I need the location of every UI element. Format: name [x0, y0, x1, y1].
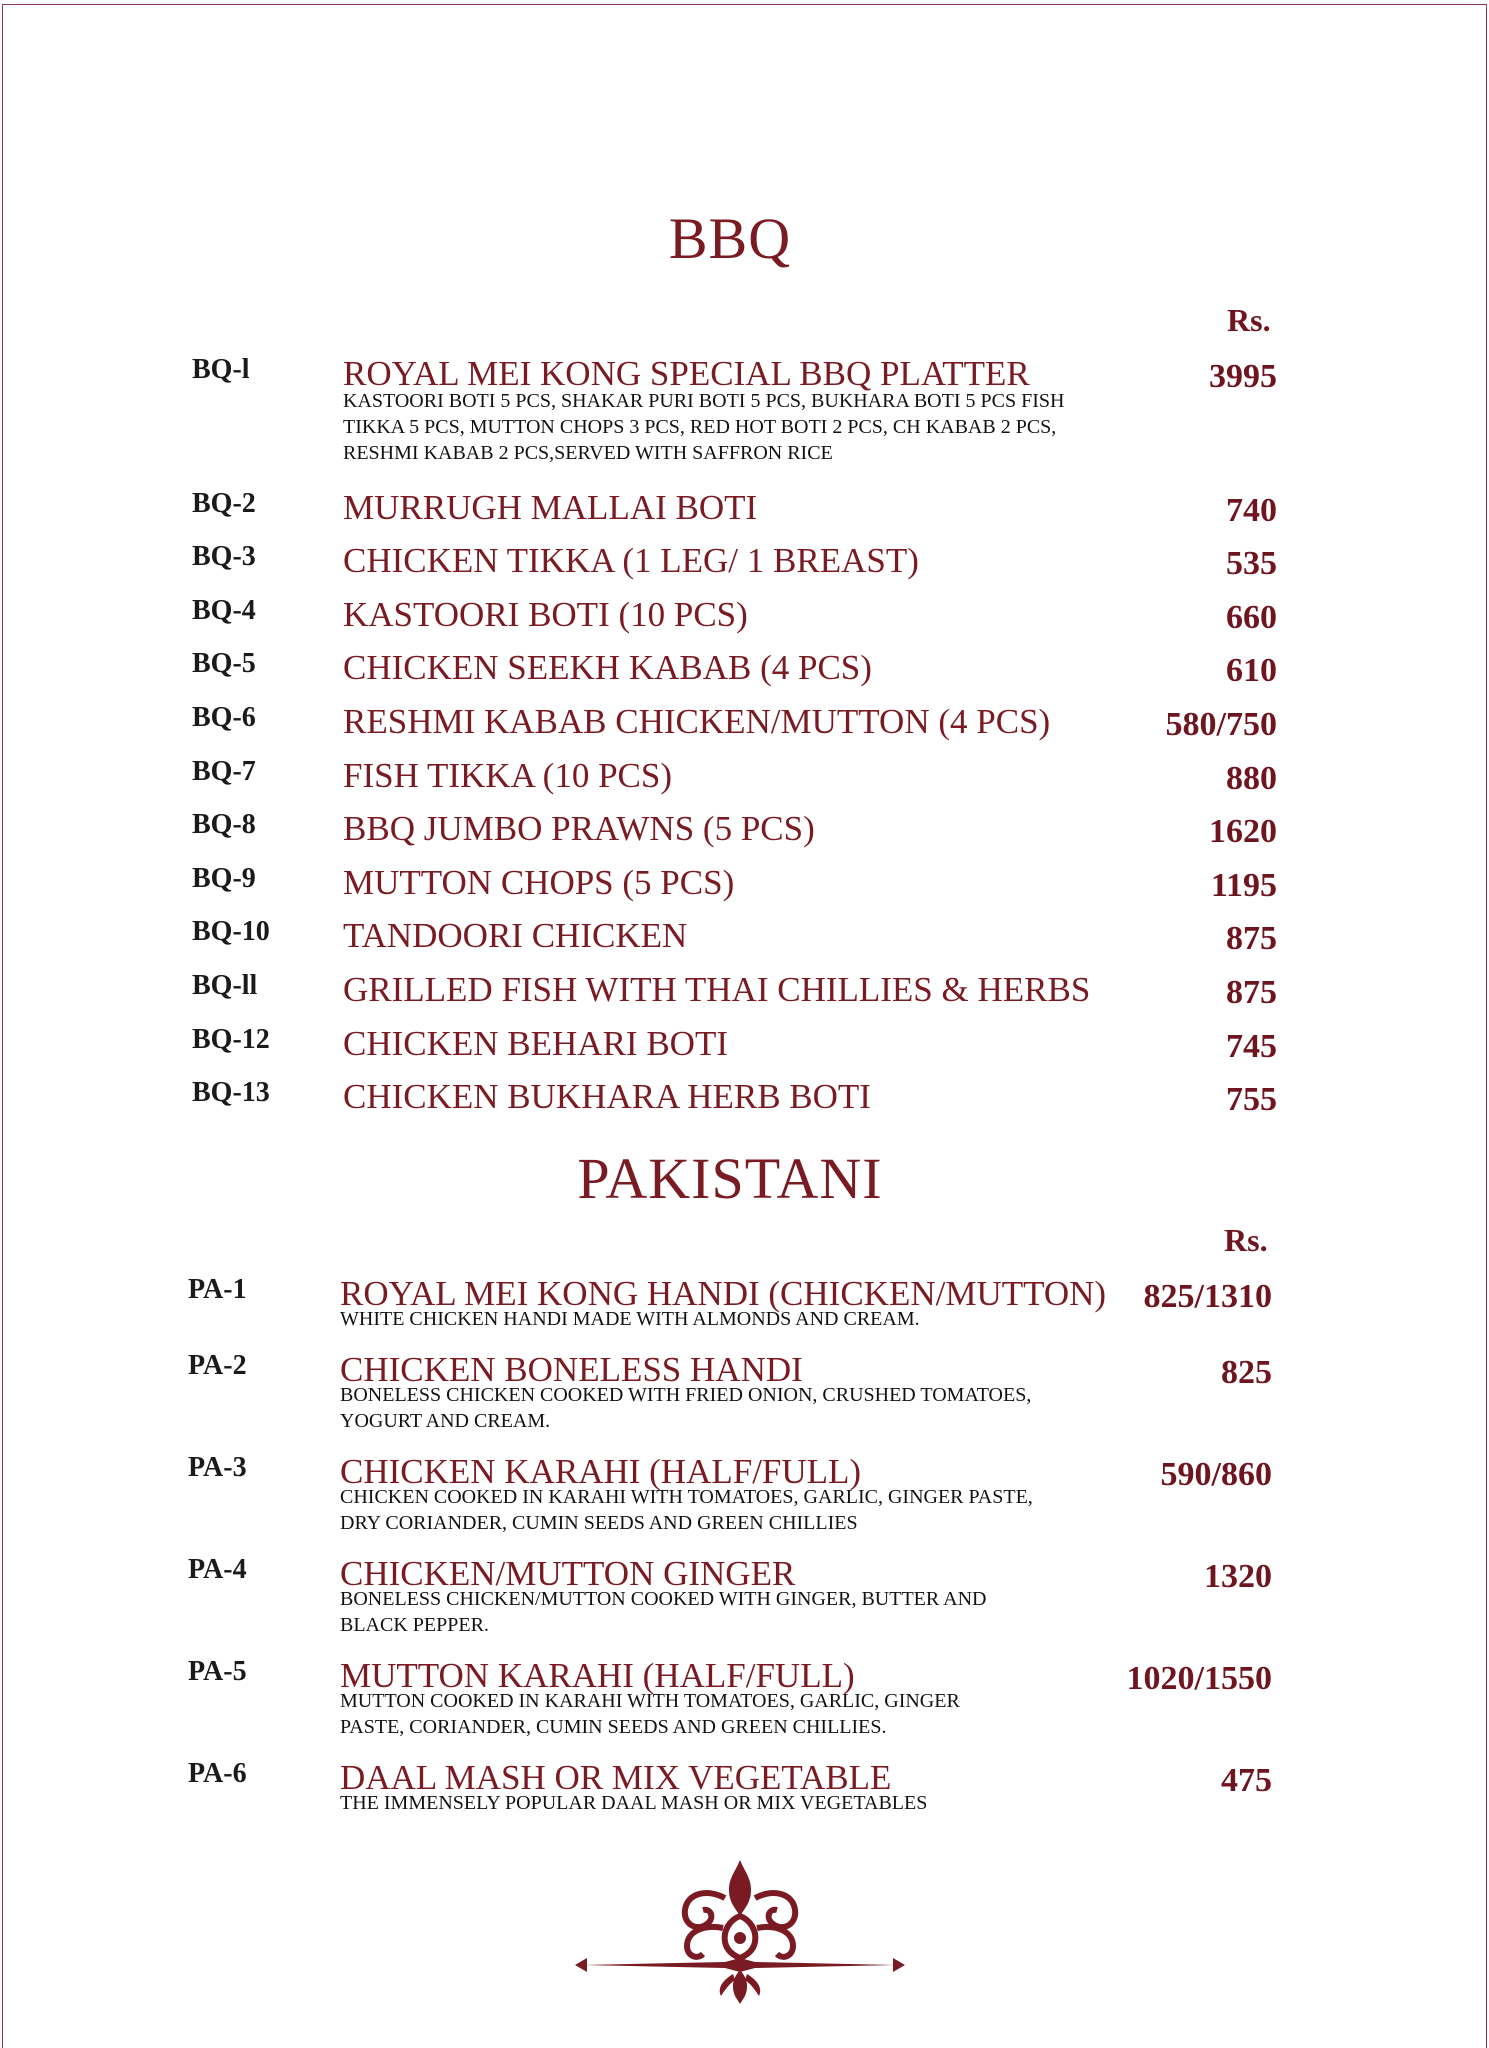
item-price: 590/860	[1160, 1456, 1272, 1493]
item-name: CHICKEN BEHARI BOTI	[343, 1023, 728, 1063]
item-description-line: RESHMI KABAB 2 PCS,SERVED WITH SAFFRON RICE	[343, 442, 833, 464]
item-description-line: TIKKA 5 PCS, MUTTON CHOPS 3 PCS, RED HOT BOTI 2 PCS, CH KABAB 2 PCS,	[343, 416, 1057, 438]
item-code: PA-4	[188, 1554, 247, 1585]
item-code: BQ-l	[192, 354, 250, 385]
item-price: 475	[1221, 1762, 1272, 1799]
item-code: BQ-12	[192, 1023, 270, 1055]
item-code: BQ-4	[192, 594, 256, 626]
item-name: BBQ JUMBO PRAWNS (5 PCS)	[343, 809, 815, 849]
item-code: BQ-5	[192, 648, 256, 680]
floral-flourish-icon	[575, 1858, 905, 2008]
item-description-line: BONELESS CHICKEN/MUTTON COOKED WITH GINGER, BUTTER AND	[340, 1588, 987, 1610]
item-name: TANDOORI CHICKEN	[343, 916, 688, 956]
item-code: BQ-2	[192, 487, 256, 519]
item-price: 755	[1226, 1081, 1277, 1119]
item-code: BQ-ll	[192, 970, 258, 1001]
item-price: 740	[1226, 491, 1277, 529]
item-description-line: PASTE, CORIANDER, CUMIN SEEDS AND GREEN CHILLIES.	[340, 1716, 887, 1738]
item-code: PA-6	[188, 1758, 247, 1789]
item-code: BQ-9	[192, 862, 256, 894]
item-code: PA-2	[188, 1350, 247, 1381]
item-name: CHICKEN KARAHI (HALF/FULL)	[340, 1452, 862, 1491]
item-name: MURRUGH MALLAI BOTI	[343, 487, 758, 527]
item-price: 1195	[1210, 866, 1277, 904]
item-description-line: WHITE CHICKEN HANDI MADE WITH ALMONDS AND CREAM.	[340, 1308, 920, 1330]
item-name: RESHMI KABAB CHICKEN/MUTTON (4 PCS)	[343, 702, 1051, 741]
item-price: 610	[1226, 652, 1277, 690]
item-price: 1320	[1204, 1558, 1272, 1595]
item-description-line: YOGURT AND CREAM.	[340, 1410, 551, 1432]
currency-label-pakistani: Rs.	[1224, 1222, 1268, 1258]
item-code: BQ-13	[192, 1077, 270, 1109]
section-title-bbq: BBQ	[668, 206, 792, 271]
item-code: BQ-3	[192, 541, 256, 573]
section-title-pakistani: PAKISTANI	[577, 1146, 883, 1211]
item-price: 1620	[1209, 813, 1277, 851]
item-price: 745	[1226, 1027, 1277, 1065]
item-code: PA-3	[188, 1452, 247, 1483]
item-price: 660	[1226, 598, 1277, 636]
item-price: 3995	[1209, 358, 1277, 395]
item-description-line: DRY CORIANDER, CUMIN SEEDS AND GREEN CHILLIES	[340, 1512, 858, 1534]
item-price: 880	[1226, 759, 1277, 797]
item-code: PA-5	[188, 1656, 247, 1687]
item-price: 825	[1221, 1354, 1272, 1391]
item-price: 580/750	[1165, 706, 1277, 743]
item-description-line: CHICKEN COOKED IN KARAHI WITH TOMATOES, GARLIC, GINGER PASTE,	[340, 1486, 1033, 1508]
item-name: FISH TIKKA (10 PCS)	[343, 755, 672, 795]
item-price: 1020/1550	[1126, 1660, 1272, 1697]
item-description-line: MUTTON COOKED IN KARAHI WITH TOMATOES, GARLIC, GINGER	[340, 1690, 960, 1712]
item-code: PA-1	[188, 1274, 247, 1305]
item-name: DAAL MASH OR MIX VEGETABLE	[340, 1758, 892, 1797]
item-name: KASTOORI BOTI (10 PCS)	[343, 594, 748, 634]
item-name: ROYAL MEI KONG SPECIAL BBQ PLATTER	[343, 354, 1030, 393]
item-name: GRILLED FISH WITH THAI CHILLIES & HERBS	[343, 970, 1091, 1009]
item-description-line: BLACK PEPPER.	[340, 1614, 489, 1636]
item-name: ROYAL MEI KONG HANDI (CHICKEN/MUTTON)	[340, 1274, 1107, 1313]
item-name: CHICKEN TIKKA (1 LEG/ 1 BREAST)	[343, 541, 919, 581]
item-name: CHICKEN BONELESS HANDI	[340, 1350, 803, 1389]
item-description-line: KASTOORI BOTI 5 PCS, SHAKAR PURI BOTI 5 PCS, BUKHARA BOTI 5 PCS FISH	[343, 390, 1065, 412]
item-name: CHICKEN/MUTTON GINGER	[340, 1554, 796, 1593]
item-price: 825/1310	[1143, 1278, 1272, 1315]
item-description-line: BONELESS CHICKEN COOKED WITH FRIED ONION, CRUSHED TOMATOES,	[340, 1384, 1032, 1406]
item-name: CHICKEN SEEKH KABAB (4 PCS)	[343, 648, 872, 688]
item-name: MUTTON KARAHI (HALF/FULL)	[340, 1656, 855, 1695]
item-code: BQ-8	[192, 809, 256, 841]
item-description-line: THE IMMENSELY POPULAR DAAL MASH OR MIX VEGETABLES	[340, 1792, 928, 1814]
item-code: BQ-6	[192, 702, 256, 733]
item-price: 875	[1226, 974, 1277, 1011]
item-name: CHICKEN BUKHARA HERB BOTI	[343, 1077, 871, 1117]
item-price: 535	[1226, 545, 1277, 583]
item-price: 875	[1226, 920, 1277, 958]
currency-label-bbq: Rs.	[1227, 302, 1271, 338]
item-code: BQ-7	[192, 755, 256, 787]
item-name: MUTTON CHOPS (5 PCS)	[343, 862, 735, 902]
item-code: BQ-10	[192, 916, 270, 948]
